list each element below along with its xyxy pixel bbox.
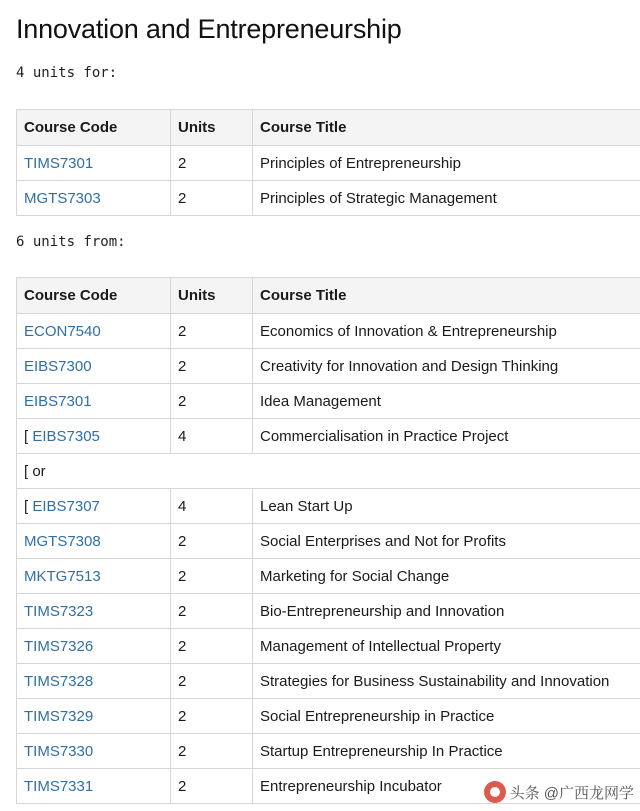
- units-cell: 2: [171, 559, 253, 594]
- table-row: [17, 594, 640, 629]
- course-title-cell: Economics of Innovation & Entrepreneurship: [253, 314, 640, 349]
- course-code-cell: [17, 699, 171, 734]
- page-title: Innovation and Entrepreneurship: [16, 14, 402, 44]
- course-title-cell: Bio-Entrepreneurship and Innovation: [253, 594, 640, 629]
- column-header-code: Course Code: [17, 110, 171, 146]
- course-code-cell: [17, 524, 171, 559]
- course-title-cell: Idea Management: [253, 384, 640, 419]
- course-code-link[interactable]: TIMS7328: [24, 672, 94, 690]
- course-code-link[interactable]: TIMS7331: [24, 777, 94, 795]
- column-header-units: Units: [171, 278, 253, 314]
- table-header-row: [17, 110, 640, 146]
- course-code-link[interactable]: MGTS7308: [24, 532, 101, 550]
- course-title-cell: Entrepreneurship Incubator: [253, 769, 640, 804]
- units-cell: 2: [171, 314, 253, 349]
- bracket-marker: [: [24, 427, 33, 445]
- course-title-cell: Creativity for Innovation and Design Thinking: [253, 349, 640, 384]
- units-cell: 2: [171, 734, 253, 769]
- course-code-cell: [17, 349, 171, 384]
- course-code-link[interactable]: MGTS7303: [24, 189, 101, 207]
- course-title-cell: Strategies for Business Sustainability and Innovation: [253, 664, 640, 699]
- table-header-row: [17, 278, 640, 314]
- units-cell: 2: [171, 349, 253, 384]
- course-code-link[interactable]: EIBS7301: [24, 392, 92, 410]
- course-code-link[interactable]: TIMS7330: [24, 742, 94, 760]
- course-code-cell: [17, 629, 171, 664]
- column-header-title: Course Title: [253, 278, 640, 314]
- course-code-cell: [17, 419, 171, 454]
- units-cell: 2: [171, 699, 253, 734]
- course-title-cell: Startup Entrepreneurship In Practice: [253, 734, 640, 769]
- table-row: [17, 384, 640, 419]
- section1-intro: 4 units for:: [16, 65, 118, 81]
- course-code-cell: [17, 384, 171, 419]
- course-title-cell: Lean Start Up: [253, 489, 640, 524]
- course-code-link[interactable]: TIMS7329: [24, 707, 94, 725]
- units-cell: 4: [171, 419, 253, 454]
- watermark-logo-icon: [484, 781, 506, 803]
- column-header-title: Course Title: [253, 110, 640, 146]
- units-cell: 2: [171, 664, 253, 699]
- course-code-cell: [17, 489, 171, 524]
- course-code-link[interactable]: TIMS7323: [24, 602, 94, 620]
- course-code-cell: [17, 146, 171, 181]
- course-code-cell: [17, 559, 171, 594]
- course-code-cell: [17, 594, 171, 629]
- table-row: [17, 489, 640, 524]
- course-code-link[interactable]: MKTG7513: [24, 567, 101, 585]
- or-separator: [ or: [17, 454, 640, 489]
- section2-intro: 6 units from:: [16, 234, 126, 250]
- units-cell: 2: [171, 769, 253, 804]
- course-code-cell: [17, 181, 171, 216]
- units-cell: 2: [171, 384, 253, 419]
- course-title-cell: Commercialisation in Practice Project: [253, 419, 640, 454]
- table-row: [17, 734, 640, 769]
- course-title-cell: Social Enterprises and Not for Profits: [253, 524, 640, 559]
- table-row: [17, 146, 640, 181]
- course-code-cell: [17, 769, 171, 804]
- course-code-link[interactable]: TIMS7326: [24, 637, 94, 655]
- units-cell: 2: [171, 181, 253, 216]
- units-cell: 2: [171, 524, 253, 559]
- table-row: [17, 454, 640, 489]
- elective-courses-table: [16, 277, 640, 804]
- units-cell: 2: [171, 629, 253, 664]
- course-code-link[interactable]: ECON7540: [24, 322, 101, 340]
- course-title-cell: Principles of Entrepreneurship: [253, 146, 640, 181]
- course-title-cell: Marketing for Social Change: [253, 559, 640, 594]
- course-title-cell: Management of Intellectual Property: [253, 629, 640, 664]
- table-row: [17, 419, 640, 454]
- table-row: [17, 181, 640, 216]
- watermark-text: 头条 @广西龙网学: [509, 784, 634, 802]
- course-code-link[interactable]: EIBS7305: [32, 427, 100, 445]
- bracket-marker: [: [24, 497, 33, 515]
- course-code-link[interactable]: TIMS7301: [24, 154, 94, 172]
- course-title-cell: Principles of Strategic Management: [253, 181, 640, 216]
- watermark: [484, 779, 634, 805]
- column-header-units: Units: [171, 110, 253, 146]
- column-header-code: Course Code: [17, 278, 171, 314]
- course-code-cell: [17, 664, 171, 699]
- course-code-link[interactable]: EIBS7307: [32, 497, 100, 515]
- course-code-link[interactable]: EIBS7300: [24, 357, 92, 375]
- units-cell: 4: [171, 489, 253, 524]
- required-courses-table: [16, 109, 640, 216]
- course-code-cell: [17, 734, 171, 769]
- table-row: [17, 699, 640, 734]
- table-row: [17, 349, 640, 384]
- table-row: [17, 559, 640, 594]
- table-row: [17, 629, 640, 664]
- table-row: [17, 664, 640, 699]
- course-code-cell: [17, 314, 171, 349]
- units-cell: 2: [171, 146, 253, 181]
- table-row: [17, 524, 640, 559]
- course-title-cell: Social Entrepreneurship in Practice: [253, 699, 640, 734]
- units-cell: 2: [171, 594, 253, 629]
- table-row: [17, 314, 640, 349]
